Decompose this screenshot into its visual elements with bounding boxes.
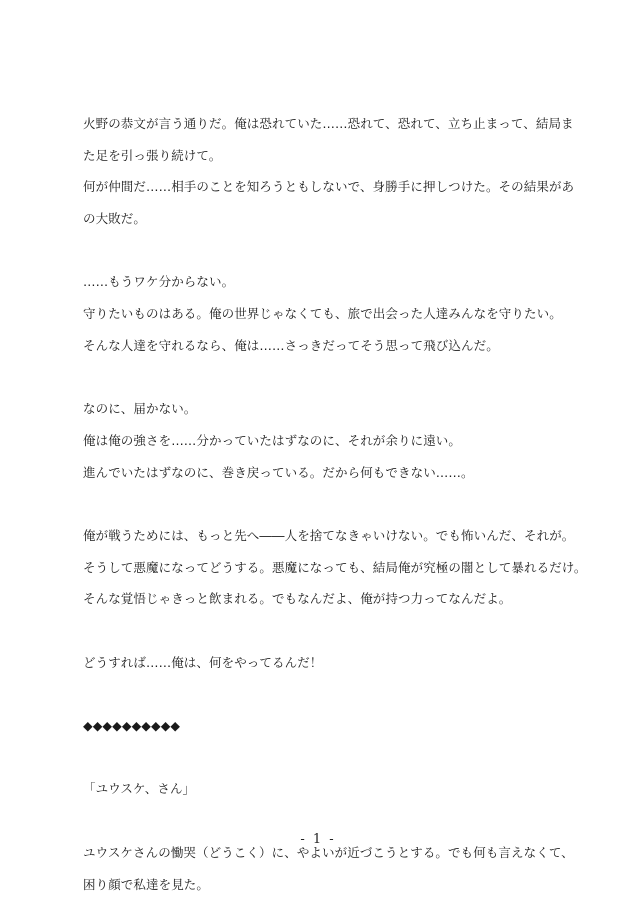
- text-line: た足を引っ張り続けて。: [83, 147, 222, 163]
- text-line: そんな覚悟じゃきっと飲まれる。でもなんだよ、俺が持つ力ってなんだよ。: [83, 591, 512, 607]
- text-line: 俺が戦うためには、もっと先へ――人を捨てなきゃいけない。でも怖いんだ、それが。: [83, 527, 575, 543]
- blank-line: [83, 362, 558, 394]
- page-number: - 1 -: [300, 832, 336, 847]
- document-body: [83, 108, 587, 900]
- text-line: 困り顔で私達を見た。: [83, 876, 210, 892]
- blank-line: [83, 742, 558, 774]
- blank-line: [83, 678, 558, 710]
- text-line: そんな人達を守れるなら、俺は……さっきだってそう思って飛び込んだ。: [83, 337, 499, 353]
- text-line: 守りたいものはある。俺の世界じゃなくても、旅で出会った人達みんなを守りたい。: [83, 306, 562, 322]
- text-line: どうすれば……俺は、何をやってるんだ！: [83, 654, 323, 670]
- text-line: ……もうワケ分からない。: [83, 274, 235, 290]
- text-line: 火野の恭文が言う通りだ。俺は恐れていた……恐れて、恐れて、立ち止まって、結局ま: [83, 116, 574, 131]
- text-line: ユウスケさんの慟哭（どうこく）に、やよいが近づこうとする。でも何も言えなくて、: [83, 844, 574, 860]
- text-line: なのに、届かない。: [83, 401, 197, 417]
- text-line: 「ユウスケ、さん」: [83, 781, 196, 797]
- text-line: 俺は俺の強さを……分かっていたはずなのに、それが余りに遠い。: [83, 432, 462, 448]
- blank-line: [83, 615, 558, 647]
- text-line: 何が仲間だ……相手のことを知ろうともしないで、身勝手に押しつけた。その結果があ: [83, 179, 575, 195]
- blank-line: [83, 488, 558, 520]
- text-line: の大敗だ。: [83, 211, 147, 227]
- text-line: 進んでいたはずなのに、巻き戻っている。だから何もできない……。: [83, 464, 474, 480]
- section-separator: ◆◆◆◆◆◆◆◆◆◆: [83, 718, 181, 734]
- text-line: そうして悪魔になってどうする。悪魔になっても、結局俺が究極の闇として暴れるだけ。: [83, 559, 587, 575]
- blank-line: [83, 235, 558, 267]
